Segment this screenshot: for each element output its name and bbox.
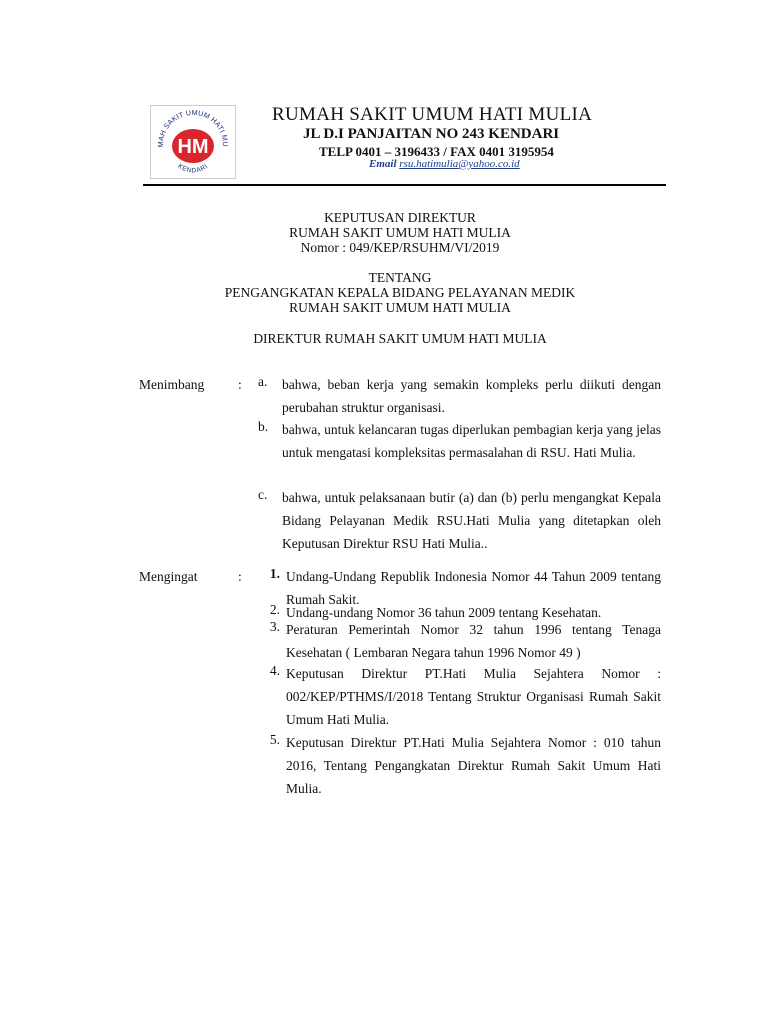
hospital-email — [369, 158, 520, 170]
item-text: Undang-undang Nomor 36 tahun 2009 tentang Kesehatan. — [286, 605, 602, 620]
hospital-phone-fax: TELP 0401 – 3196433 / FAX 0401 3195954 — [319, 144, 554, 159]
item-marker: 3. — [269, 619, 280, 634]
decree-subject-line2: RUMAH SAKIT UMUM HATI MULIA — [289, 300, 511, 315]
mengingat-label: Mengingat — [139, 569, 198, 584]
mengingat-item — [258, 732, 661, 800]
item-text: bahwa, untuk kelancaran tugas diperlukan pembagian kerja yang jelas untuk mengatasi kompleksitas permasalahan di RSU. Hati Mulia. — [282, 422, 661, 460]
menimbang-item — [258, 419, 661, 465]
item-marker: b. — [258, 419, 269, 434]
decree-about: TENTANG — [368, 270, 432, 285]
svg-text:RUMAH SAKIT UMUM HATI MULIA: MAH SAKIT UMUM HATI MU — [155, 107, 231, 148]
item-marker: c. — [258, 487, 268, 502]
hospital-name: RUMAH SAKIT UMUM HATI MULIA — [272, 104, 593, 125]
letterhead-divider — [143, 184, 666, 186]
email-label: Email — [369, 158, 397, 170]
item-text: bahwa, beban kerja yang semakin kompleks perlu diikuti dengan perubahan struktur organisasi. — [282, 377, 661, 415]
item-text: bahwa, untuk pelaksanaan butir (a) dan (b) perlu mengangkat Kepala Bidang Pelayanan Medik RSU.Hati Mulia yang ditetapkan oleh Keputusan Direktur RSU Hati Mulia.. — [282, 490, 661, 551]
email-link[interactable]: rsu.hatimulia@yahoo.co.id — [399, 158, 520, 170]
item-text: Keputusan Direktur PT.Hati Mulia Sejahtera Nomor : 002/KEP/PTHMS/I/2018 Tentang Struktur Organisasi Rumah Sakit Umum Hati Mulia. — [286, 666, 661, 727]
menimbang-item — [258, 374, 661, 420]
item-marker: 1. — [269, 566, 280, 581]
menimbang-colon: : — [238, 377, 242, 392]
item-text: Peraturan Pemerintah Nomor 32 tahun 1996 tentang Tenaga Kesehatan ( Lembaran Negara tahun 1996 Nomor 49 ) — [286, 622, 661, 660]
mengingat-item — [258, 663, 661, 731]
decree-issuer: RUMAH SAKIT UMUM HATI MULIA — [289, 225, 511, 240]
hospital-address: JL D.I PANJAITAN NO 243 KENDARI — [303, 126, 560, 142]
logo-initials: HM — [177, 136, 209, 158]
menimbang-item — [258, 487, 661, 555]
menimbang-label: Menimbang — [139, 377, 205, 392]
decree-number: Nomor : 049/KEP/RSUHM/VI/2019 — [300, 240, 500, 255]
item-marker: a. — [258, 374, 268, 389]
item-marker: 5. — [269, 732, 280, 747]
svg-text:KENDARI: KENDARI — [176, 162, 210, 175]
item-marker: 2. — [269, 602, 280, 617]
item-text: Keputusan Direktur PT.Hati Mulia Sejahtera Nomor : 010 tahun 2016, Tentang Pengangkatan Direktur Rumah Sakit Umum Hati Mulia. — [286, 735, 661, 796]
mengingat-item — [258, 619, 661, 665]
mengingat-colon: : — [238, 569, 242, 584]
hospital-logo — [150, 105, 236, 179]
decree-subject-line1: PENGANGKATAN KEPALA BIDANG PELAYANAN MEDIK — [224, 285, 576, 300]
decree-title: KEPUTUSAN DIREKTUR — [324, 210, 476, 225]
item-marker: 4. — [269, 663, 280, 678]
item-text: Undang-Undang Republik Indonesia Nomor 44 Tahun 2009 tentang Rumah Sakit. — [286, 569, 661, 607]
director-heading: DIREKTUR RUMAH SAKIT UMUM HATI MULIA — [253, 331, 547, 346]
